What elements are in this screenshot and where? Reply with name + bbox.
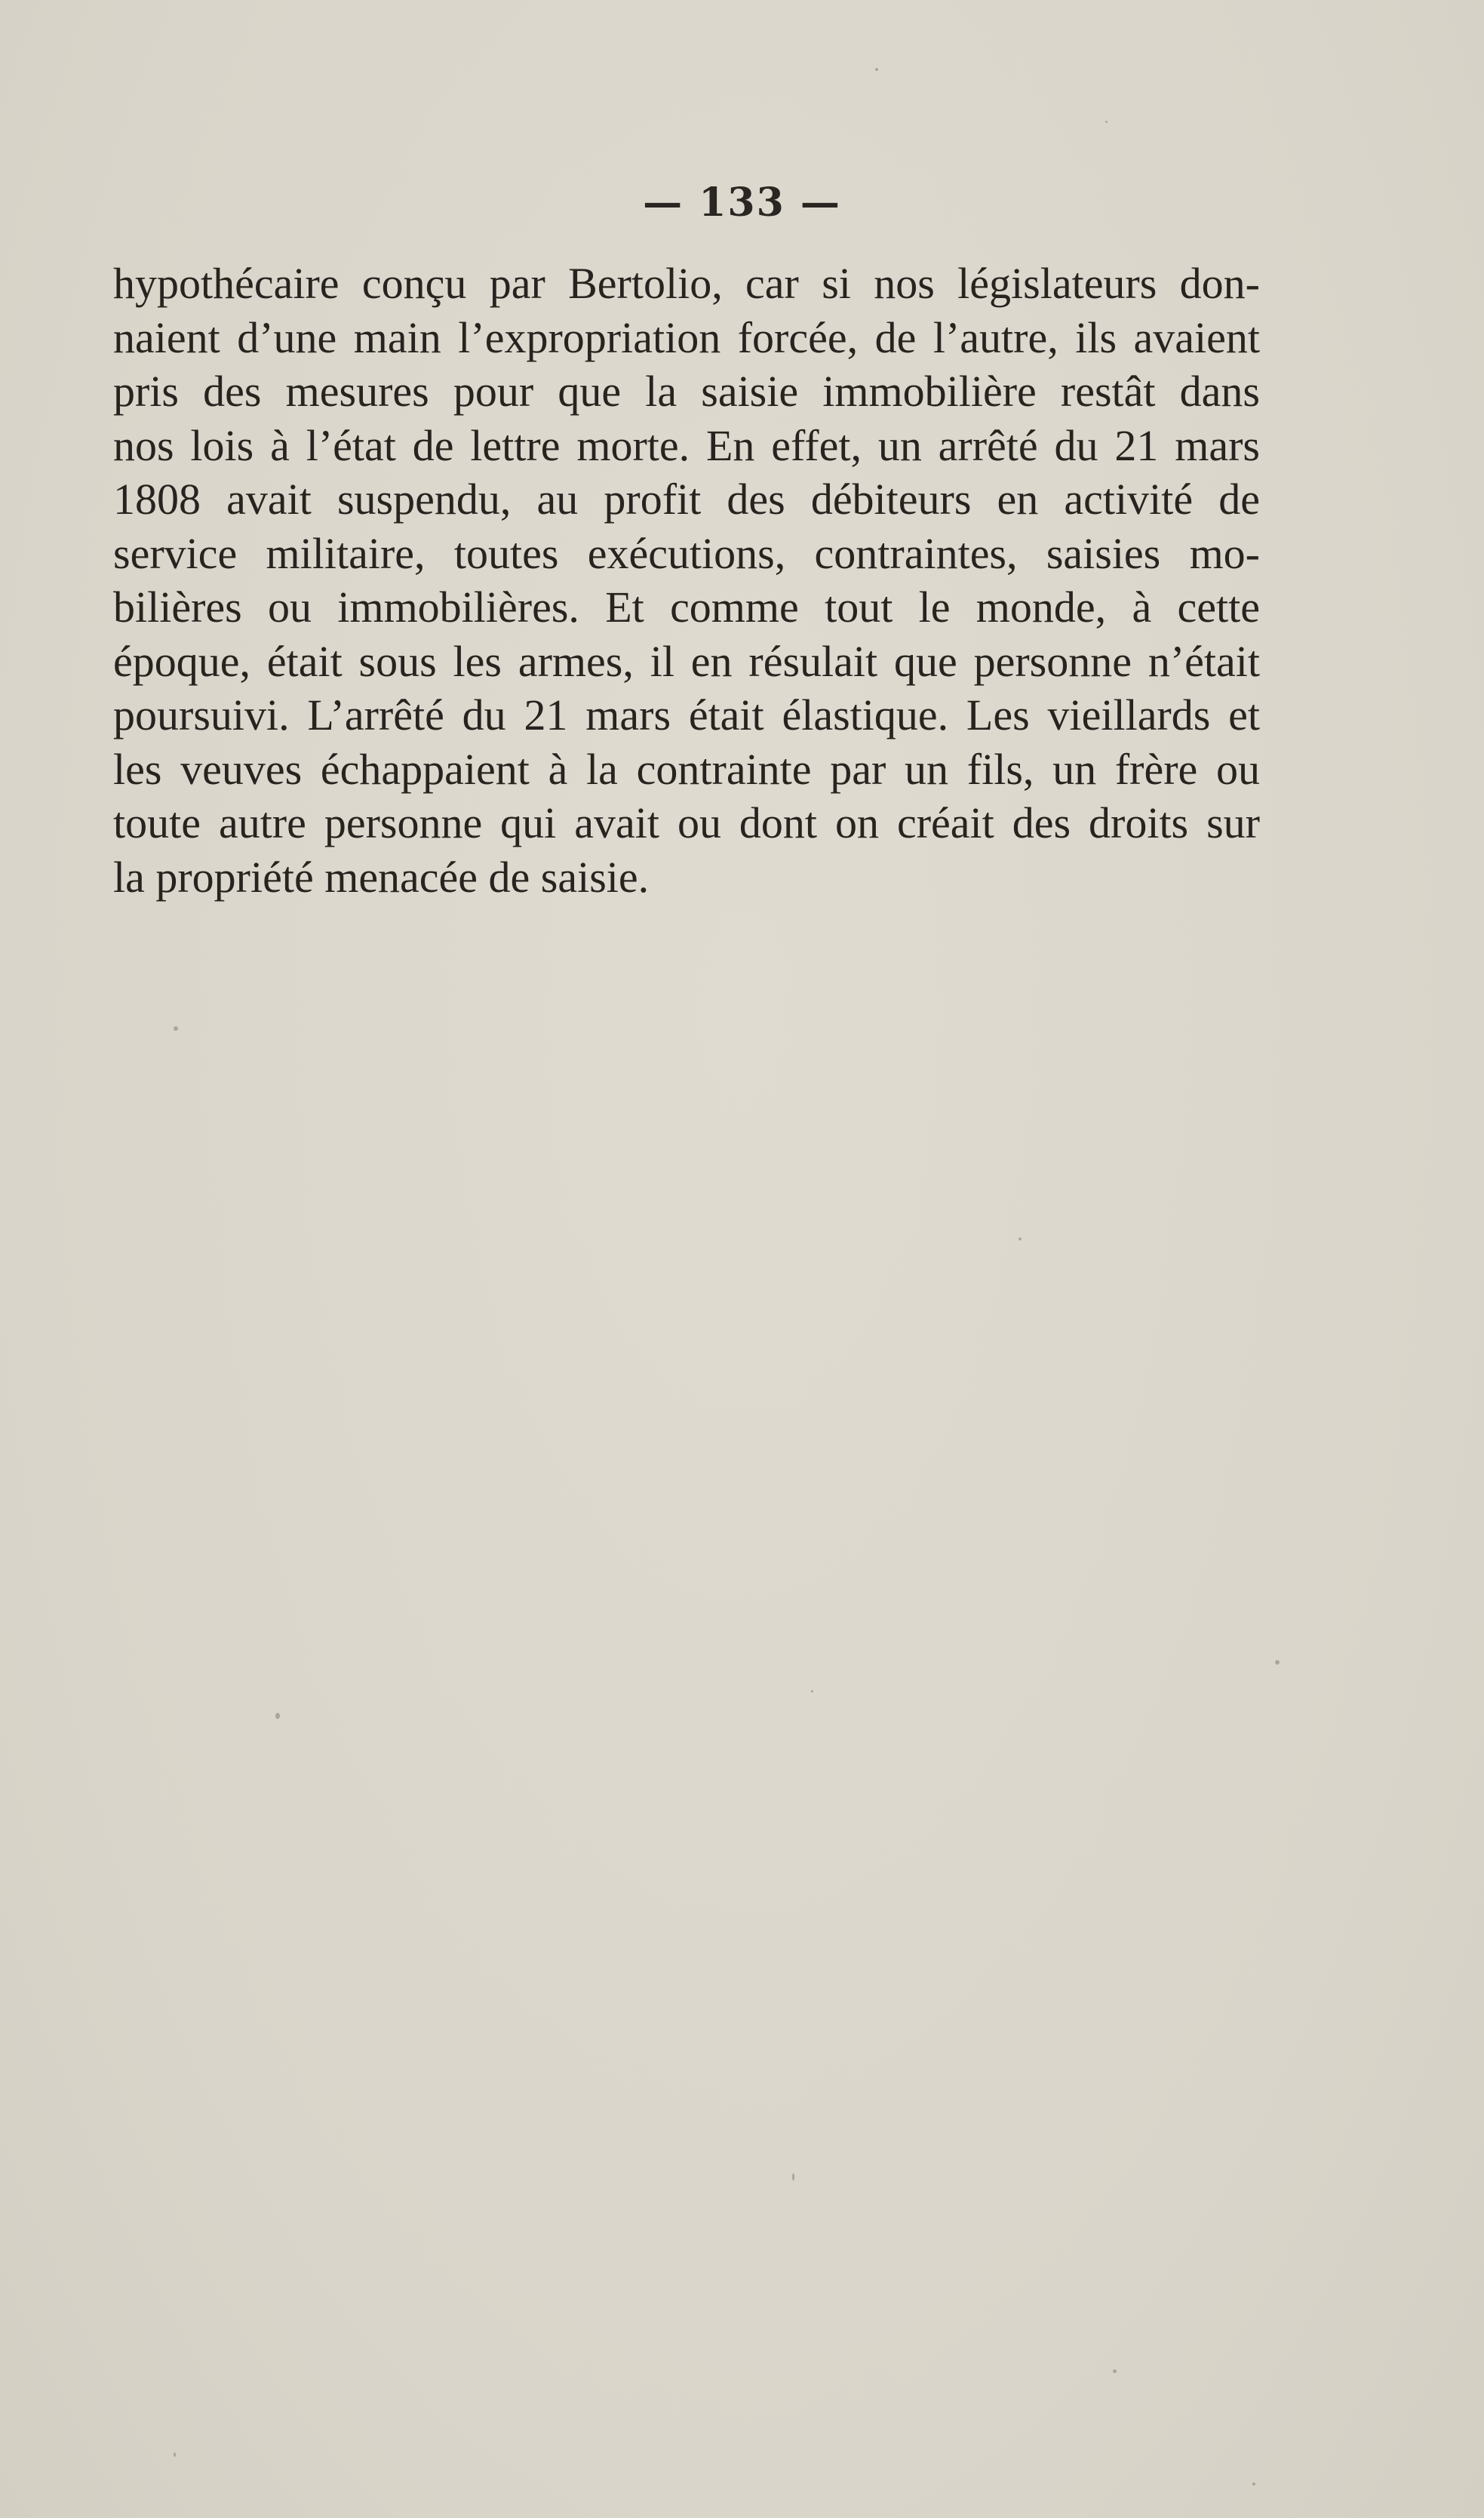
paper-speck: [792, 2173, 794, 2181]
text-line: les veuves échappaient à la contrainte par un fils, un frère ou: [113, 744, 1260, 794]
text-line: époque, était sous les armes, il en résulait que personne n’était: [113, 636, 1260, 686]
paper-speck: [1252, 2483, 1255, 2486]
paper-speck: [1113, 2369, 1117, 2373]
text-line: toute autre personne qui avait ou dont on créait des droits sur: [113, 798, 1260, 847]
paper-speck: [875, 68, 878, 71]
text-line: poursuivi. L’arrêté du 21 mars était élastique. Les vieillards et: [113, 690, 1260, 739]
paper-speck: [174, 2452, 176, 2457]
text-line: hypothécaire conçu par Bertolio, car si nos législateurs don-: [113, 259, 1260, 308]
paper-speck: [275, 1713, 280, 1719]
text-line: 1808 avait suspendu, au profit des débiteurs en activité de: [113, 475, 1260, 524]
paper-speck: [1105, 121, 1108, 123]
paper-speck: [811, 1690, 813, 1693]
text-line: nos lois à l’état de lettre morte. En effet, un arrêté du 21 mars: [113, 420, 1260, 470]
paper-speck: [1275, 1660, 1280, 1665]
text-line: pris des mesures pour que la saisie immobilière restât dans: [113, 367, 1260, 416]
paper-speck: [1019, 1237, 1022, 1241]
text-line: service militaire, toutes exécutions, contraintes, saisies mo-: [113, 528, 1260, 578]
body-paragraph: [113, 257, 1260, 904]
text-line: la propriété menacée de saisie.: [113, 852, 650, 902]
paper-speck: [174, 1026, 178, 1031]
page-number: — 133 —: [643, 180, 841, 226]
text-line: bilières ou immobilières. Et comme tout le monde, à cette: [113, 583, 1260, 632]
text-line: naient d’une main l’expropriation forcée, de l’autre, ils avaient: [113, 312, 1260, 362]
